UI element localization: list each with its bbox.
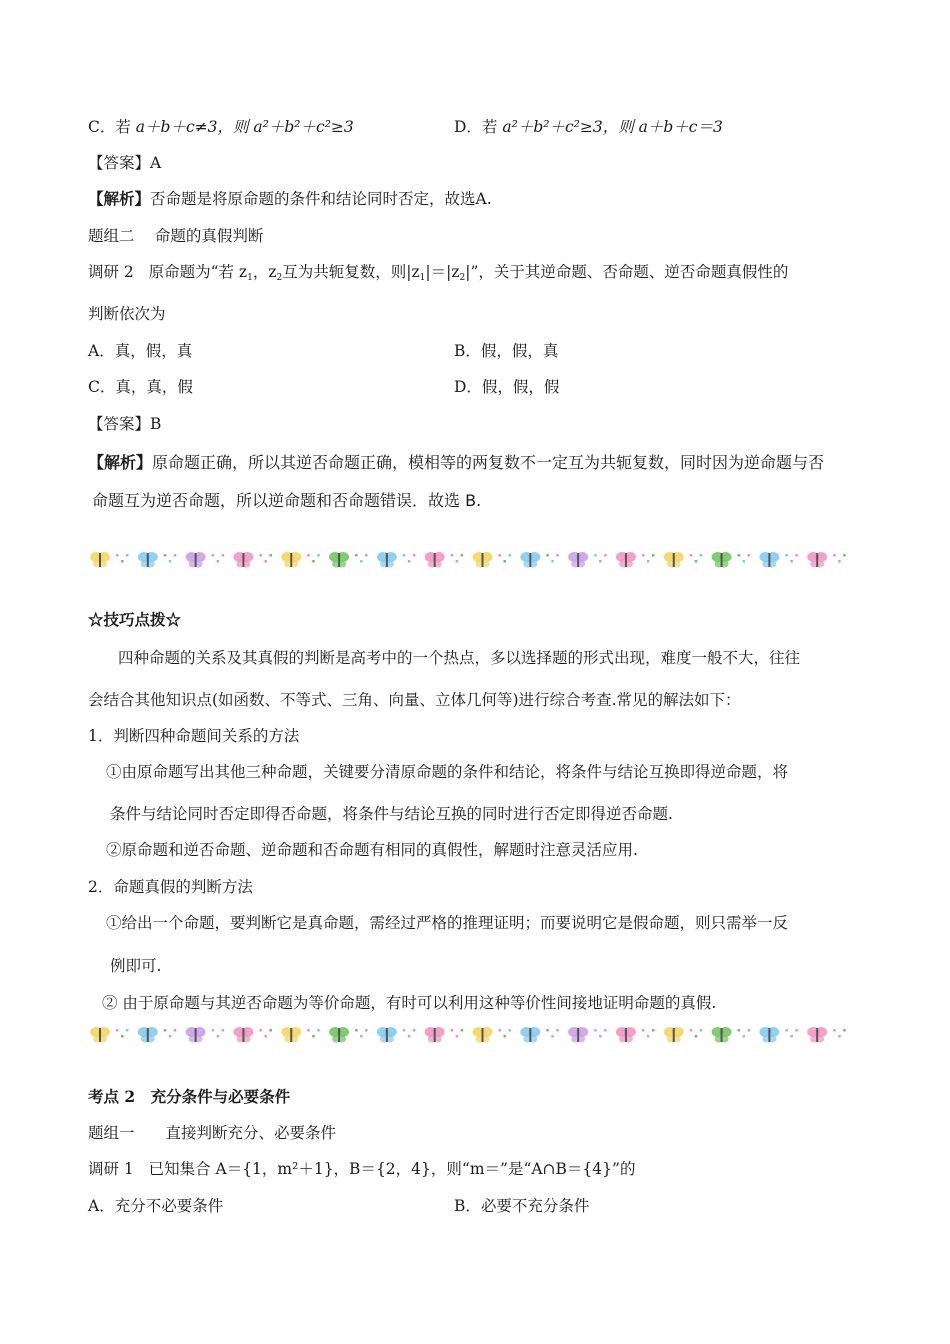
- subscript: 2: [276, 273, 283, 283]
- sparkle-dot: [647, 1035, 650, 1038]
- tips-item2-b: ② 由于原命题与其逆否命题为等价命题，有时可以利用这种等价性间接地证明命题的真假.: [102, 994, 717, 1012]
- sparkle-dot: [451, 1029, 454, 1032]
- option-c: C．真，真，假: [88, 378, 193, 396]
- sparkle-dot: [700, 1029, 703, 1032]
- sparkle-dot: [795, 1029, 798, 1032]
- sparkle-dot: [403, 554, 406, 557]
- butterfly-icon: [377, 552, 397, 568]
- butterfly-icon: [664, 552, 684, 568]
- analysis-2-line2: 命题互为逆否命题，所以逆命题和否命题错误．故选 B.: [92, 491, 482, 510]
- sparkle-dot: [833, 554, 836, 557]
- sparkle-dot: [509, 1029, 512, 1032]
- sparkle-dot: [690, 1029, 693, 1032]
- butterfly-icon: [520, 552, 540, 568]
- sparkle-dot: [355, 554, 358, 557]
- butterfly-icon: [712, 552, 732, 568]
- sparkle-dot: [413, 1029, 416, 1032]
- tips-para-line1: 四种命题的关系及其真假的判断是高考中的一个热点，多以选择题的形式出现，难度一般不大，往往: [118, 649, 801, 667]
- sparkle-dot: [499, 1029, 502, 1032]
- sparkle-dot: [690, 554, 693, 557]
- sparkle-dot: [695, 1035, 698, 1038]
- sparkle-dot: [312, 1035, 315, 1038]
- sparkle-dot: [456, 560, 459, 563]
- sparkle-dot: [695, 560, 698, 563]
- sparkle-dot: [259, 1029, 262, 1032]
- sparkle-dot: [269, 1029, 272, 1032]
- tips-item2-a-line1: ①给出一个命题，要判断它是真命题，需经过严格的推理证明；而要说明它是假命题，则只需举一反: [106, 914, 789, 932]
- butterfly-icon: [568, 1027, 588, 1043]
- sparkle-dot: [217, 1035, 220, 1038]
- butterfly-icon: [186, 1027, 206, 1043]
- sparkle-dot: [642, 1029, 645, 1032]
- sparkle-dot: [833, 1029, 836, 1032]
- sparkle-dot: [413, 554, 416, 557]
- question-text-part: ，z: [252, 263, 277, 281]
- option-c: [88, 116, 354, 138]
- sparkle-dot: [551, 560, 554, 563]
- option-a: A．充分不必要条件: [88, 1197, 224, 1215]
- tips-item1-title: 1．判断四种命题间关系的方法: [88, 727, 300, 745]
- sparkle-dot: [408, 560, 411, 563]
- butterfly-icon: [520, 1027, 540, 1043]
- sparkle-dot: [264, 560, 267, 563]
- sparkle-dot: [785, 1029, 788, 1032]
- sparkle-dot: [174, 554, 177, 557]
- sparkle-dot: [546, 554, 549, 557]
- subscript: 1: [419, 273, 426, 283]
- butterfly-icon: [759, 552, 779, 568]
- sparkle-dot: [121, 1035, 124, 1038]
- question-label: 调研 1: [88, 1160, 134, 1178]
- butterfly-icon: [329, 552, 349, 568]
- sparkle-dot: [121, 560, 124, 563]
- sparkle-dot: [748, 554, 751, 557]
- butterfly-icon: [281, 1027, 301, 1043]
- question-2: [88, 261, 788, 289]
- sparkle-dot: [795, 554, 798, 557]
- butterfly-icon: [473, 552, 493, 568]
- sparkle-dot: [599, 560, 602, 563]
- option-d: [454, 116, 723, 138]
- butterfly-icon: [186, 552, 206, 568]
- option-d-prefix: D．若: [454, 118, 503, 136]
- tips-para-line2: 会结合其他知识点(如函数、不等式、三角、向量、立体几何等)进行综合考查.常见的解法如下：: [88, 691, 741, 709]
- question-kd2-1: [88, 1158, 635, 1180]
- sparkle-dot: [594, 1029, 597, 1032]
- sparkle-dot: [317, 554, 320, 557]
- sparkle-dot: [116, 554, 119, 557]
- analysis-label: 【解析】: [88, 189, 151, 208]
- sparkle-dot: [461, 1029, 464, 1032]
- butterfly-icon: [664, 1027, 684, 1043]
- analysis-1: [88, 188, 492, 210]
- option-b: B．假，假，真: [454, 342, 559, 360]
- analysis-text-line1: 原命题正确，所以其逆否命题正确，模相等的两复数不一定互为共轭复数，同时因为逆命题与否: [152, 453, 825, 472]
- option-d: D．假，假，假: [454, 378, 560, 396]
- sparkle-dot: [652, 1029, 655, 1032]
- sparkle-dot: [838, 560, 841, 563]
- tips-item2-a-line2: 例即可.: [110, 957, 162, 975]
- analysis-label: 【解析】: [88, 453, 153, 472]
- section-title: 考点 2 充分条件与必要条件: [88, 1087, 291, 1106]
- butterfly-icon: [759, 1027, 779, 1043]
- sparkle-dot: [307, 554, 310, 557]
- answer-2: 【答案】B: [88, 415, 162, 433]
- sparkle-dot: [504, 1035, 507, 1038]
- answer-1: 【答案】A: [88, 154, 162, 172]
- sparkle-dot: [599, 1035, 602, 1038]
- subscript: 2: [459, 273, 466, 283]
- sparkle-dot: [126, 554, 129, 557]
- butterfly-icon: [712, 1027, 732, 1043]
- tips-item1-a-line1: ①由原命题写出其他三种命题，关键要分清原命题的条件和结论，将条件与结论互换即得逆命题，将: [106, 763, 789, 781]
- sparkle-dot: [743, 1035, 746, 1038]
- tips-item1-a-line2: 条件与结论同时否定即得否命题，将条件与结论互换的同时进行否定即得逆否命题.: [110, 805, 673, 823]
- question-text: 已知集合 A＝{1，m²＋1}，B＝{2，4}，则“m＝”是“A∩B＝{4}”的: [148, 1160, 636, 1178]
- butterfly-icon: [90, 552, 110, 568]
- butterfly-icon: [233, 1027, 253, 1043]
- butterfly-icon: [329, 1027, 349, 1043]
- sparkle-dot: [259, 554, 262, 557]
- sparkle-dot: [365, 554, 368, 557]
- sparkle-dot: [738, 554, 741, 557]
- sparkle-dot: [843, 1029, 846, 1032]
- sparkle-dot: [594, 554, 597, 557]
- sparkle-dot: [174, 1029, 177, 1032]
- sparkle-dot: [269, 554, 272, 557]
- option-c-expr: a＋b＋c≠3，则 a²＋b²＋c²≥3: [135, 118, 354, 136]
- sparkle-dot: [738, 1029, 741, 1032]
- analysis-text: 否命题是将原命题的条件和结论同时否定，故选A.: [150, 190, 492, 208]
- sparkle-dot: [408, 1035, 411, 1038]
- sparkle-dot: [217, 560, 220, 563]
- question-label: 调研 2: [88, 263, 134, 281]
- butterfly-icon: [807, 552, 827, 568]
- butterfly-icon: [233, 552, 253, 568]
- butterfly-icon: [425, 1027, 445, 1043]
- sparkle-dot: [647, 560, 650, 563]
- sparkle-dot: [748, 1029, 751, 1032]
- sparkle-dot: [307, 1029, 310, 1032]
- butterfly-icon: [616, 552, 636, 568]
- option-d-expr: a²＋b²＋c²≥3，则 a＋b＋c＝3: [502, 118, 723, 136]
- sparkle-dot: [843, 554, 846, 557]
- sparkle-dot: [604, 1029, 607, 1032]
- sparkle-dot: [604, 554, 607, 557]
- sparkle-dot: [556, 1029, 559, 1032]
- sparkle-dot: [642, 554, 645, 557]
- sparkle-dot: [264, 1035, 267, 1038]
- sparkle-dot: [403, 1029, 406, 1032]
- sparkle-dot: [551, 1035, 554, 1038]
- sparkle-dot: [164, 1029, 167, 1032]
- sparkle-dot: [456, 1035, 459, 1038]
- tips-item1-b: ②原命题和逆否命题、逆命题和否命题有相同的真假性，解题时注意灵活应用.: [106, 841, 638, 859]
- sparkle-dot: [360, 1035, 363, 1038]
- butterfly-icon: [616, 1027, 636, 1043]
- sparkle-dot: [169, 1035, 172, 1038]
- sparkle-dot: [743, 560, 746, 563]
- butterfly-icon: [90, 1027, 110, 1043]
- sparkle-dot: [222, 554, 225, 557]
- sparkle-dot: [212, 554, 215, 557]
- sparkle-dot: [360, 560, 363, 563]
- sparkle-dot: [546, 1029, 549, 1032]
- group2-title: 题组二 命题的真假判断: [88, 227, 264, 245]
- tips-title: ☆技巧点拨☆: [88, 610, 182, 629]
- butterfly-icon: [807, 1027, 827, 1043]
- butterfly-icon: [138, 1027, 158, 1043]
- question-text-part: |”，关于其逆命题、否命题、逆否命题真假性的: [465, 263, 789, 281]
- sparkle-dot: [838, 1035, 841, 1038]
- sparkle-dot: [365, 1029, 368, 1032]
- question-text-part: 互为共轭复数，则|z: [282, 263, 420, 281]
- question-text-part: 原命题为“若 z: [148, 263, 248, 281]
- sparkle-dot: [790, 1035, 793, 1038]
- sparkle-dot: [504, 560, 507, 563]
- butterfly-icon: [425, 552, 445, 568]
- sparkle-dot: [222, 1029, 225, 1032]
- group1-title: 题组一 直接判断充分、必要条件: [88, 1124, 337, 1142]
- option-c-prefix: C．若: [88, 118, 136, 136]
- question-text-part: |＝|z: [425, 263, 460, 281]
- butterfly-icon: [281, 552, 301, 568]
- butterfly-icon: [473, 1027, 493, 1043]
- subscript: 1: [247, 273, 253, 283]
- sparkle-dot: [212, 1029, 215, 1032]
- sparkle-dot: [499, 554, 502, 557]
- sparkle-dot: [785, 554, 788, 557]
- butterfly-divider: [88, 548, 853, 572]
- sparkle-dot: [509, 554, 512, 557]
- option-a: A．真，假，真: [88, 342, 193, 360]
- sparkle-dot: [317, 1029, 320, 1032]
- question-2-cont: 判断依次为: [88, 305, 166, 323]
- sparkle-dot: [790, 560, 793, 563]
- sparkle-dot: [451, 554, 454, 557]
- sparkle-dot: [556, 554, 559, 557]
- sparkle-dot: [116, 1029, 119, 1032]
- sparkle-dot: [164, 554, 167, 557]
- butterfly-divider: [88, 1023, 853, 1047]
- sparkle-dot: [126, 1029, 129, 1032]
- sparkle-dot: [312, 560, 315, 563]
- tips-item2-title: 2．命题真假的判断方法: [88, 878, 253, 896]
- butterfly-icon: [377, 1027, 397, 1043]
- sparkle-dot: [355, 1029, 358, 1032]
- sparkle-dot: [652, 554, 655, 557]
- analysis-2: [88, 452, 824, 474]
- butterfly-icon: [568, 552, 588, 568]
- sparkle-dot: [169, 560, 172, 563]
- sparkle-dot: [700, 554, 703, 557]
- butterfly-icon: [138, 552, 158, 568]
- sparkle-dot: [461, 554, 464, 557]
- option-b: B．必要不充分条件: [454, 1197, 590, 1215]
